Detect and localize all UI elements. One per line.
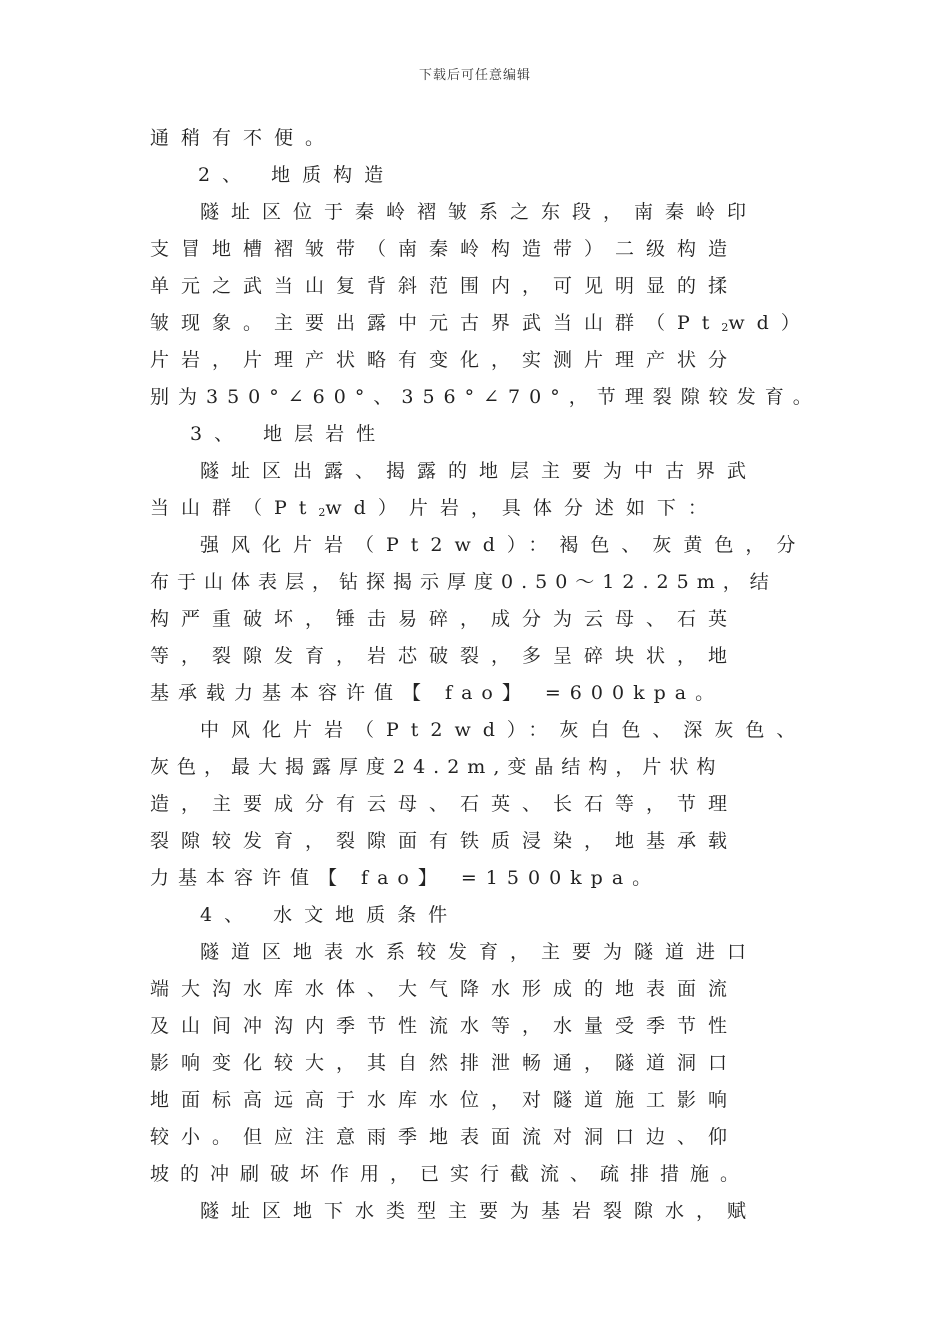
text-line: 隧址区位于秦岭褶皱系之东段，南秦岭印 <box>200 201 759 223</box>
text-line: 单元之武当山复背斜范围内，可见明显的揉 <box>150 275 740 297</box>
text-line: 及山间冲沟内季节性流水等，水量受季节性 <box>150 1015 740 1037</box>
section-heading: 4、 水文地质条件 <box>200 904 460 926</box>
text-line: 影响变化较大，其自然排泄畅通，隧道洞口 <box>150 1052 740 1074</box>
text-line: 裂隙较发育，裂隙面有铁质浸染，地基承载 <box>150 830 740 852</box>
text-line: 造，主要成分有云母、石英、长石等，节理 <box>150 793 740 815</box>
text-line: 力基本容许值【 fao】 =1500kpa。 <box>150 867 661 889</box>
text-span: 当山群（Pt <box>150 497 319 519</box>
text-line: 坡的冲刷破坏作用，已实行截流、疏排措施。 <box>150 1163 751 1185</box>
section-heading: 3、 地层岩性 <box>190 423 388 445</box>
text-line: 灰色，最大揭露厚度24.2m,变晶结构，片状构 <box>150 756 724 778</box>
text-line <box>150 305 812 342</box>
text-line: 布于山体表层，钻探揭示厚度0.50～12.25m，结 <box>150 571 777 593</box>
text-line: 较小。但应注意雨季地表面流对洞口边、仰 <box>150 1126 740 1148</box>
page-header: 下载后可任意编辑 <box>418 68 531 83</box>
section-heading: 2、 地质构造 <box>198 164 396 186</box>
text-line: 端大沟水库水体、大气降水形成的地表面流 <box>150 978 740 1000</box>
text-span: wd）片岩，具体分述如下： <box>325 497 719 519</box>
subscript: 2 <box>721 321 729 334</box>
text-line: 中风化片岩（Pt2wd）：灰白色、深灰色、 <box>200 719 808 741</box>
subscript: 2 <box>318 506 326 519</box>
text-line: 等，裂隙发育，岩芯破裂，多呈碎块状，地 <box>150 645 740 667</box>
text-line: 片岩，片理产状略有变化，实测片理产状分 <box>150 349 740 371</box>
text-line: 构严重破坏，锤击易碎，成分为云母、石英 <box>150 608 740 630</box>
text-line: 隧址区出露、揭露的地层主要为中古界武 <box>200 460 759 482</box>
text-line: 隧道区地表水系较发育，主要为隧道进口 <box>200 941 759 963</box>
text-line: 隧址区地下水类型主要为基岩裂隙水，赋 <box>200 1200 759 1222</box>
text-span: wd） <box>728 312 812 334</box>
text-line: 基承载力基本容许值【 fao】 =600kpa。 <box>150 682 724 704</box>
text-span: 皱现象。主要出露中元古界武当山群（Pt <box>150 312 722 334</box>
text-line: 地面标高远高于水库水位，对隧道施工影响 <box>150 1089 740 1111</box>
document-body <box>150 120 821 1230</box>
text-line: 通稍有不便。 <box>150 127 337 149</box>
text-line: 支冒地槽褶皱带（南秦岭构造带）二级构造 <box>150 238 740 260</box>
text-line: 强风化片岩（Pt2wd）：褐色、灰黄色，分 <box>200 534 808 556</box>
text-line <box>150 490 790 527</box>
text-line: 别为350°∠60°、356°∠70°，节理裂隙较发育。 <box>150 386 821 408</box>
